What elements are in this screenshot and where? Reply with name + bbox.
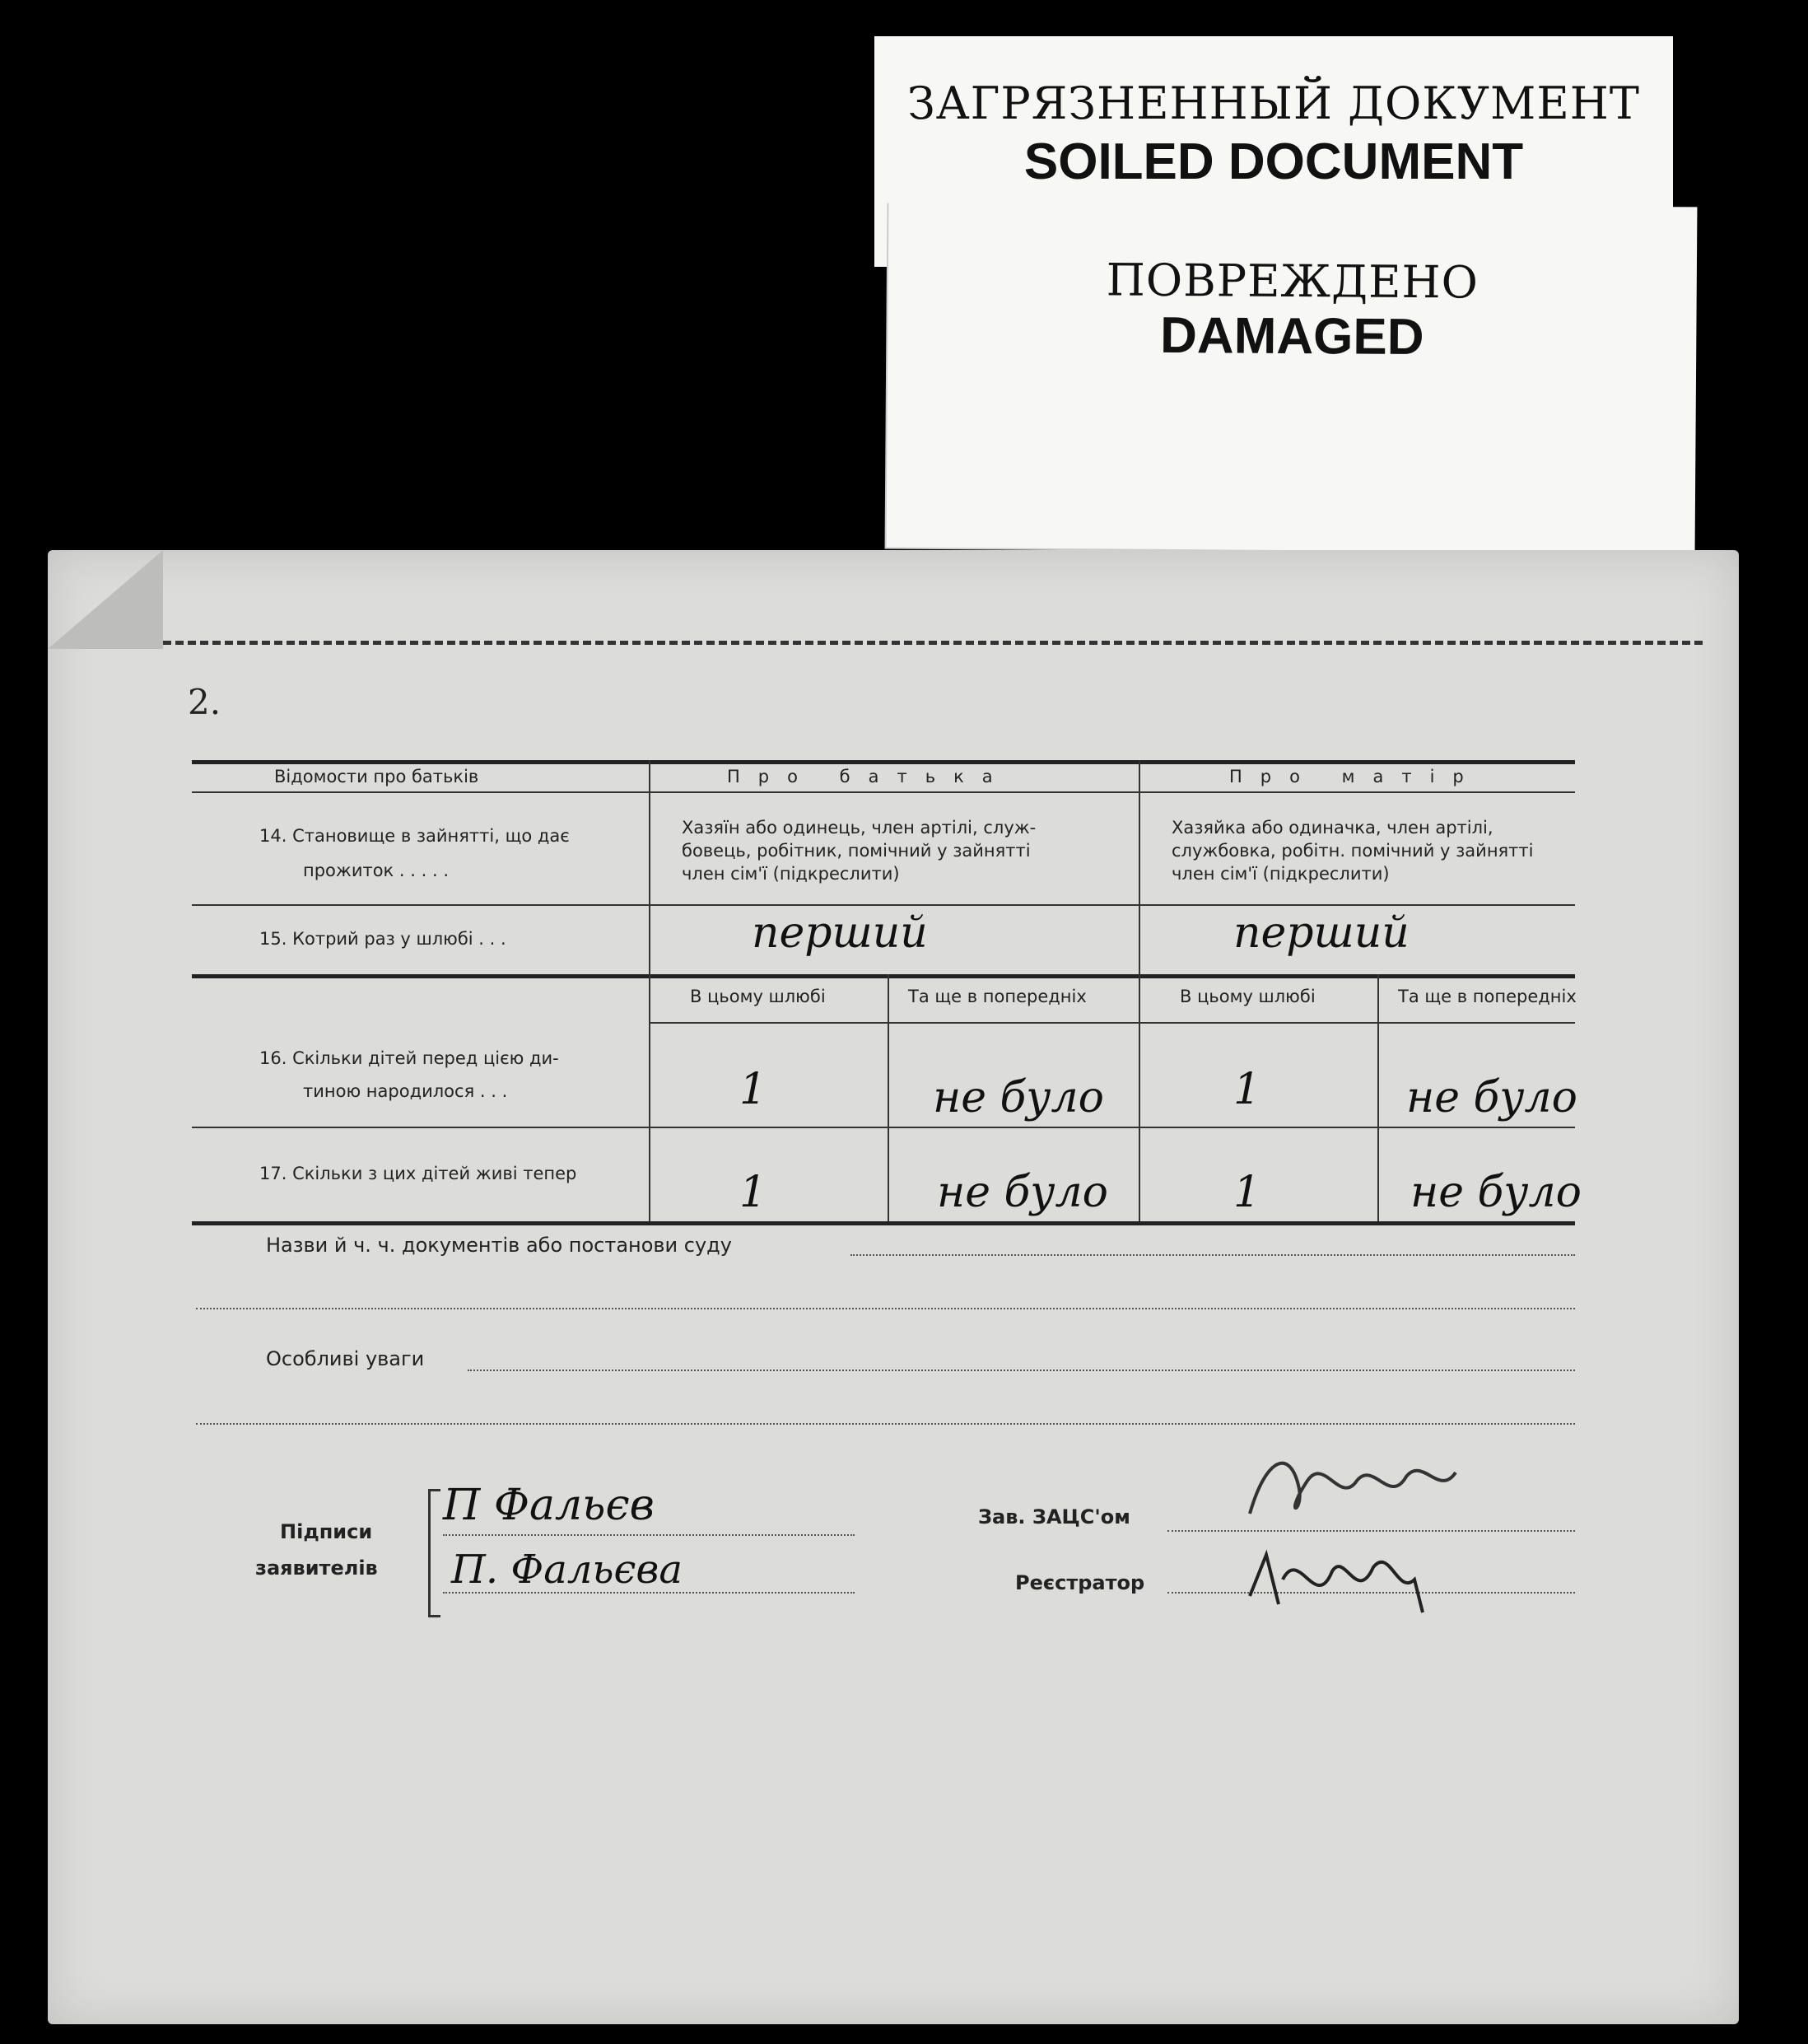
subheader-mother-prev: Та ще в попередніх [1398,987,1577,1006]
row14-label-2: прожиток . . . . . [303,861,449,880]
row14-mother-3: член сім'ї (підкреслити) [1172,864,1390,884]
row14-mother-2: службовка, робітн. помічний у зайнятті [1172,841,1534,861]
header-rule [192,791,1575,793]
signatures-label-1: Підписи [280,1520,373,1543]
header-parents: Відомости про батьків [274,767,479,786]
row16-label-2: тиною народилося . . . [303,1081,508,1101]
registrar-signature-scribble [1233,1530,1447,1629]
soiled-label-en: SOILED DOCUMENT [1023,133,1524,190]
header-father: Про батька [727,767,1011,786]
perforation-line [138,641,1703,645]
table-top-rule [192,760,1575,764]
col-divider-1 [649,760,650,1221]
col-divider-2 [1139,760,1140,1221]
documents-line-1 [850,1254,1575,1256]
row14-father-1: Хазяїн або одинець, член артілі, служ- [682,818,1037,838]
row17-father-prev: не було [937,1168,1108,1217]
row16-label-1: 16. Скільки дітей перед цією ди- [259,1048,559,1068]
row14-label-1: 14. Становище в зайнятті, що дає [259,826,570,846]
row17-label: 17. Скільки з цих дітей живі тепер [259,1164,577,1183]
row14-rule [192,904,1575,906]
row16-mother-this: 1 [1233,1065,1261,1114]
documents-label: Назви й ч. ч. документів або постанови суду [266,1234,732,1257]
section-number: 2. [188,682,221,722]
row14-father-2: бовець, робітник, помічний у зайнятті [682,841,1031,861]
row15-label: 15. Котрий раз у шлюбі . . . [259,929,506,949]
row17-mother-prev: не було [1410,1168,1582,1217]
row15-mother-value: перший [1233,908,1410,958]
col-divider-father-sub [888,974,889,1221]
row17-father-this: 1 [739,1168,767,1217]
signatures-brace [428,1489,440,1617]
table-bottom-rule [192,1221,1575,1225]
header-mother: Про матір [1229,767,1482,786]
remarks-label: Особливі уваги [266,1347,425,1370]
applicant-line-2 [443,1592,855,1594]
damaged-label-en: DAMAGED [1159,306,1424,366]
row16-father-this: 1 [739,1065,767,1114]
row16-father-prev: не було [933,1073,1104,1122]
subheader-father-this: В цьому шлюбі [690,987,826,1006]
applicant-signature-2: П. Фальєва [451,1547,683,1593]
documents-line-2 [196,1308,1575,1309]
head-label: Зав. ЗАЦС'ом [978,1505,1130,1528]
row14-mother-1: Хазяйка або одиначка, член артілі, [1172,818,1493,838]
damaged-document-card [887,202,1698,553]
subheader-mother-this: В цьому шлюбі [1180,987,1316,1006]
row16-mother-prev: не було [1406,1073,1577,1122]
row14-father-3: член сім'ї (підкреслити) [682,864,900,884]
signatures-label-2: заявителів [255,1556,378,1580]
registrar-label: Реєстратор [1015,1571,1145,1594]
damaged-label-ru: ПОВРЕЖДЕНО [1106,254,1479,309]
subheader-rule [649,1022,1575,1024]
applicant-line-1 [443,1534,855,1536]
subheader-father-prev: Та ще в попередніх [908,987,1087,1006]
remarks-line-1 [468,1370,1575,1371]
head-signature-scribble [1233,1440,1480,1530]
col-divider-mother-sub [1377,974,1379,1221]
row15-father-value: перший [752,908,928,958]
soiled-label-ru: ЗАГРЯЗНЕННЫЙ ДОКУМЕНТ [907,77,1640,129]
row15-rule [192,974,1575,978]
applicant-signature-1: П Фальєв [443,1481,655,1530]
record-sheet [48,550,1739,2024]
remarks-line-2 [196,1423,1575,1425]
row17-mother-this: 1 [1233,1168,1261,1217]
row16-rule [192,1127,1575,1128]
